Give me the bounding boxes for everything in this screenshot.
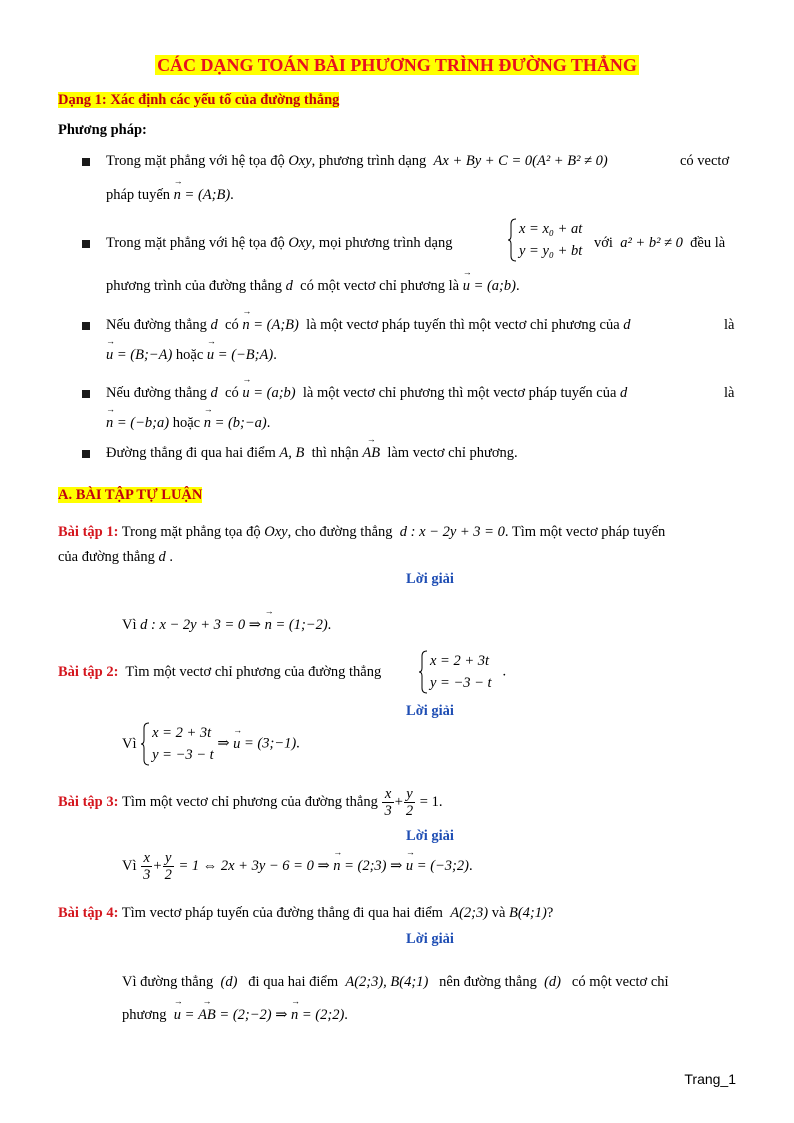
page-title: CÁC DẠNG TOÁN BÀI PHƯƠNG TRÌNH ĐƯỜNG THẲNG [157, 55, 637, 75]
bullet-icon [82, 240, 90, 248]
solution2-body: Vì x = 2 + 3t y = −3 − t ⇒ → u = (3;−1). [122, 722, 300, 766]
bullet-icon [82, 450, 90, 458]
solution4-line1: Vì đường thẳng (d) đi qua hai điểm A(2;3), B(4;1) nên đường thẳng (d) có một vectơ chỉ [122, 974, 669, 990]
exercise2-line: Bài tập 2: Tìm một vectơ chỉ phương của đường thẳng [58, 664, 382, 680]
section-a-heading: A. BÀI TẬP TỰ LUẬN [58, 487, 203, 503]
exercise3-line: Bài tập 3: Tìm một vectơ chỉ phương của đường thẳng $\frac{x}{3}$ + $\frac{y}{2}$ = 1. [58, 786, 443, 819]
solution3-body: Vì $\frac{x}{3}$ + $\frac{y}{2}$ = 1 ⇔ 2x + 3y − 6 = 0 ⇒ → n = (2;3) ⇒ → u = (−3;2). [122, 850, 473, 883]
method-label: Phương pháp: [58, 122, 147, 138]
solution2-title: Lời giải [406, 703, 454, 719]
brace-icon [140, 722, 150, 766]
exercise4-line: Bài tập 4: Tìm vectơ pháp tuyến của đường thẳng đi qua hai điểm A(2;3) và B(4;1)? [58, 905, 554, 921]
page-number: Trang_1 [684, 1071, 736, 1087]
bullet4-line2: → n = (−b;a) hoặc → n = (b;−a). [106, 415, 270, 432]
exercise1-line1: Bài tập 1: Trong mặt phẳng tọa độ Oxy, cho đường thẳng d : x − 2y + 3 = 0. Tìm một vectơ pháp tuyến [58, 524, 666, 540]
solution1-body: Vì d : x − 2y + 3 = 0 ⇒ → n = (1;−2). [122, 617, 331, 634]
bullet4-tail: là [724, 385, 735, 401]
brace-icon [418, 650, 428, 694]
bullet3-line2: → u = (B;−A) hoặc → u = (−B;A). [106, 347, 277, 364]
dang1-heading: Dạng 1: Xác định các yếu tố của đường thẳng [58, 92, 340, 108]
exercise1-line2: của đường thẳng d . [58, 549, 173, 565]
bullet-icon [82, 390, 90, 398]
bullet-icon [82, 322, 90, 330]
bullet5-line: Đường thẳng đi qua hai điểm A, B thì nhận → AB làm vectơ chỉ phương. [106, 445, 518, 462]
exercise2-system: x = 2 + 3t y = −3 − t . [418, 650, 506, 694]
bullet3-tail: là [724, 317, 735, 333]
bullet2-line1a: Trong mặt phẳng với hệ tọa độ Oxy, mọi phương trình dạng [106, 235, 453, 251]
brace-icon [507, 218, 517, 262]
bullet1-tail: có vectơ [680, 153, 730, 169]
solution4-line2: phương → u = → AB = (2;−2) ⇒ → n = (2;2). [122, 1007, 348, 1024]
solution3-title: Lời giải [406, 828, 454, 844]
solution4-title: Lời giải [406, 931, 454, 947]
bullet3-line1: Nếu đường thẳng d có → n = (A;B) là một vectơ pháp tuyến thì một vectơ chỉ phương của d [106, 317, 631, 334]
bullet1-line1: Trong mặt phẳng với hệ tọa độ Oxy, phương trình dạng Ax + By + C = 0(A² + B² ≠ 0) [106, 153, 608, 169]
bullet2-line1b: với a² + b² ≠ 0 đều là [594, 235, 726, 251]
bullet1-line2: pháp tuyến → n = (A;B). [106, 187, 234, 204]
bullet2-line2: phương trình của đường thẳng d có một vectơ chỉ phương là → u = (a;b). [106, 278, 520, 295]
bullet4-line1: Nếu đường thẳng d có → u = (a;b) là một vectơ chỉ phương thì một vectơ pháp tuyến của d [106, 385, 627, 402]
bullet-icon [82, 158, 90, 166]
bullet2-system: x = x₀ + at y = y₀ + bt [507, 218, 582, 262]
solution1-title: Lời giải [406, 571, 454, 587]
